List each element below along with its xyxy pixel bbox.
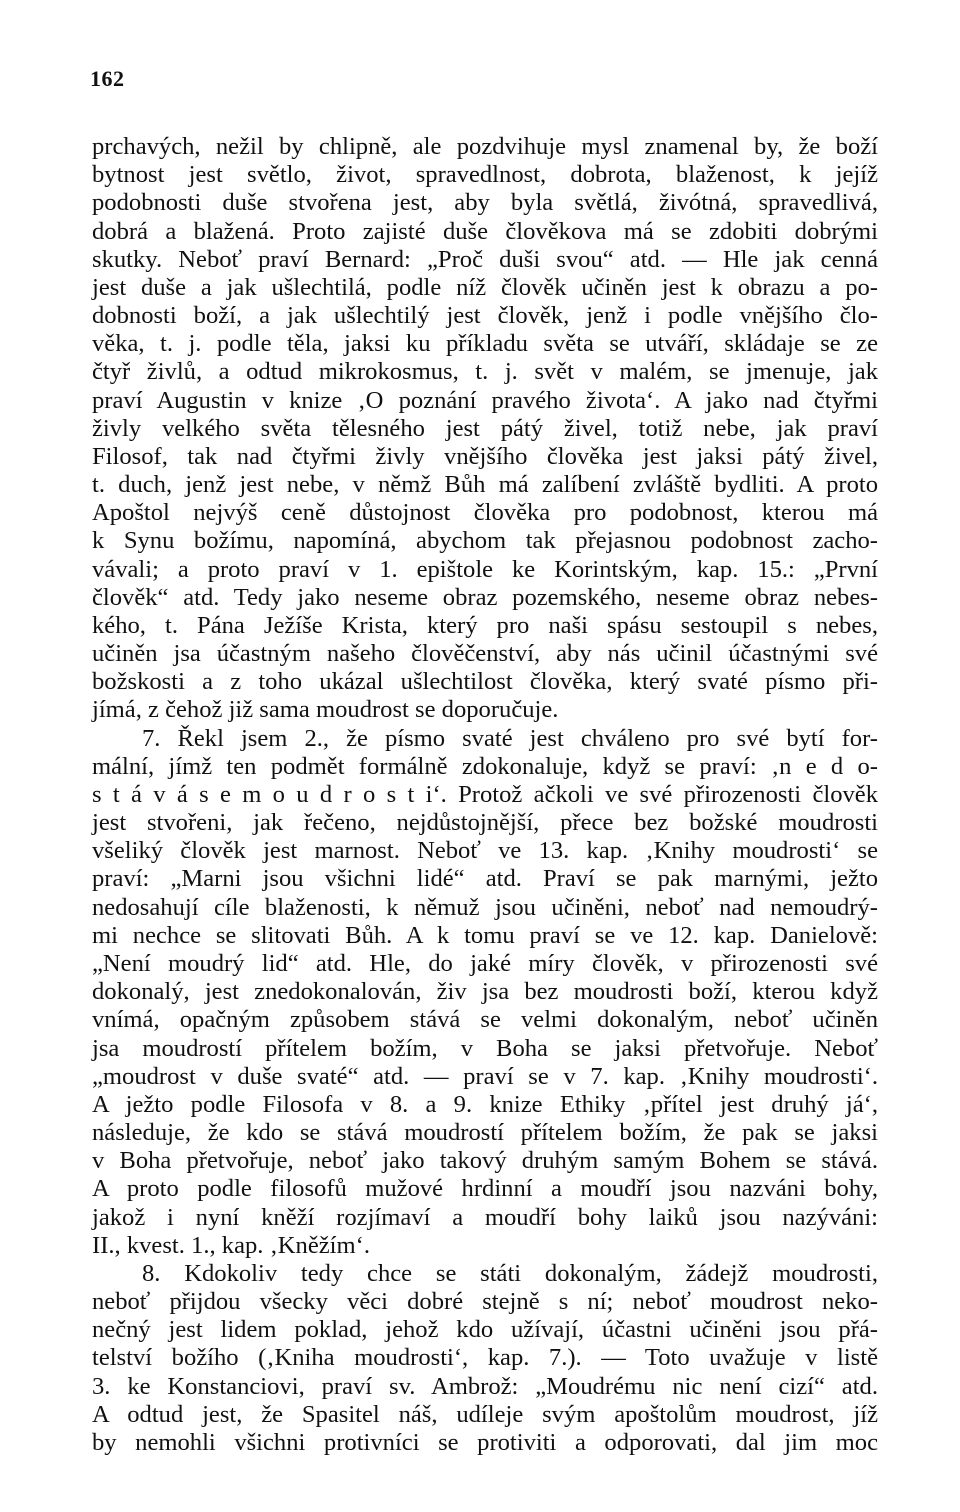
text-line: v Boha přetvořuje, neboť jako takový druhým samým Bohem se stává.: [92, 1147, 878, 1175]
text-line: Filosof, tak nad čtyřmi živly vnějšího člověka jest jaksi pátý živel,: [92, 442, 878, 470]
text-line: věka, t. j. podle těla, jaksi ku příkladu světa se utváří, skládaje se ze: [92, 330, 878, 358]
text-line: by nemohli všichni protivníci se protiviti a odporovati, dal jim moc: [92, 1428, 878, 1456]
text-line: člověk“ atd. Tedy jako neseme obraz pozemského, neseme obraz nebes-: [92, 583, 878, 611]
text-line: „moudrost v duše svaté“ atd. — praví se v 7. kap. ‚Knihy moudrosti‘.: [92, 1062, 878, 1090]
text-line: A proto podle filosofů mužové hrdinní a moudří jsou nazváni bohy,: [92, 1175, 878, 1203]
text-line: čtyř živlů, a odtud mikrokosmus, t. j. svět v malém, se jmenuje, jak: [92, 358, 878, 386]
text-line: dobnosti boží, a jak ušlechtilý jest člověk, jenž i podle vnějšího člo-: [92, 302, 878, 330]
text-line: telství božího (‚Kniha moudrosti‘, kap. 7.). — Toto uvažuje v listě: [92, 1344, 878, 1372]
text-line: praví: „Marni jsou všichni lidé“ atd. Praví se pak marnými, ježto: [92, 865, 878, 893]
text-line: dokonalý, jest znedokonalován, živ jsa bez moudrosti boží, kterou když: [92, 978, 878, 1006]
text-line: dobrá a blažená. Proto zajisté duše člověkova má se zdobiti dobrými: [92, 217, 878, 245]
text-line: jakož i nyní kněží rozjímaví a moudří bohy laiků jsou nazýváni:: [92, 1203, 878, 1231]
text-line: jest stvořeni, jak řečeno, nejdůstojnější, přece bez božské moudrosti: [92, 809, 878, 837]
text-line: skutky. Neboť praví Bernard: „Proč duši svou“ atd. — Hle jak cenná: [92, 245, 878, 273]
text-line: jest duše a jak ušlechtilá, podle níž člověk učiněn jest k obrazu a po-: [92, 273, 878, 301]
text-line: vnímá, opačným způsobem stává se velmi dokonalým, neboť učiněn: [92, 1006, 878, 1034]
text-line: 3. ke Konstanciovi, praví sv. Ambrož: „Moudrému nic není cizí“ atd.: [92, 1372, 878, 1400]
text-line: mální, jímž ten podmět formálně zdokonaluje, když se praví: ‚n e d o-: [92, 752, 878, 780]
text-line: 7. Řekl jsem 2., že písmo svaté jest chváleno pro své bytí for-: [142, 724, 878, 752]
text-line: neboť přijdou všecky věci dobré stejně s ní; neboť moudrost neko-: [92, 1288, 878, 1316]
text-line: k Synu božímu, napomíná, abychom tak přejasnou podobnost zacho-: [92, 527, 878, 555]
text-line: A ježto podle Filosofa v 8. a 9. knize Ethiky ‚přítel jest druhý já‘,: [92, 1090, 878, 1118]
text-line: božskosti a z toho ukázal ušlechtilost člověka, který svaté písmo při-: [92, 668, 878, 696]
body-text: [92, 133, 878, 1457]
text-line: jsa moudrostí přítelem božím, v Boha se jaksi přetvořuje. Neboť: [92, 1034, 878, 1062]
text-line: s t á v á s e m o u d r o s t i‘. Protož ačkoli ve své přirozenosti člověk: [92, 780, 878, 808]
text-line: praví Augustin v knize ‚O poznání pravého života‘. A jako nad čtyřmi: [92, 386, 878, 414]
text-line: nedosahují cíle blaženosti, k němuž jsou učiněni, neboť nad nemoudrý-: [92, 893, 878, 921]
text-line: učiněn jsa účastným našeho člověčenství, aby nás učinil účastnými své: [92, 640, 878, 668]
text-line: jímá, z čehož již sama moudrost se doporučuje.: [92, 696, 559, 724]
text-line: Apoštol nejvýš ceně důstojnost člověka pro podobnost, kterou má: [92, 499, 878, 527]
text-line: 8. Kdokoliv tedy chce se státi dokonalým, žádejž moudrosti,: [142, 1259, 878, 1287]
text-line: živly velkého světa tělesného jest pátý živel, totiž nebe, jak praví: [92, 414, 878, 442]
text-line: A odtud jest, že Spasitel náš, udíleje svým apoštolům moudrost, jíž: [92, 1400, 878, 1428]
text-line: vávali; a proto praví v 1. epištole ke Korintským, kap. 15.: „První: [92, 555, 878, 583]
text-line: následuje, že kdo se stává moudrostí přítelem božím, že pak se jaksi: [92, 1119, 878, 1147]
text-line: t. duch, jenž jest nebe, v němž Bůh má zalíbení zvláště bydliti. A proto: [92, 471, 878, 499]
text-line: II., kvest. 1., kap. ‚Kněžím‘.: [92, 1231, 370, 1259]
page-number: 162: [90, 66, 125, 91]
text-line: kého, t. Pána Ježíše Krista, který pro naši spásu sestoupil s nebes,: [92, 611, 878, 639]
text-line: „Není moudrý lid“ atd. Hle, do jaké míry člověk, v přirozenosti své: [92, 949, 878, 977]
text-line: všeliký člověk jest marnost. Neboť ve 13. kap. ‚Knihy moudrosti‘ se: [92, 837, 878, 865]
text-line: mi nechce se slitovati Bůh. A k tomu praví se ve 12. kap. Danielově:: [92, 921, 878, 949]
text-line: podobnosti duše stvořena jest, aby byla světlá, živótná, spravedlivá,: [92, 189, 878, 217]
text-line: bytnost jest světlo, život, spravedlnost, dobrota, blaženost, k jejíž: [92, 161, 878, 189]
text-line: nečný jest lidem poklad, jehož kdo užívají, účastni učiněni jsou přá-: [92, 1316, 878, 1344]
text-line: prchavých, nežil by chlipně, ale pozdvihuje mysl znamenal by, že boží: [92, 133, 878, 160]
